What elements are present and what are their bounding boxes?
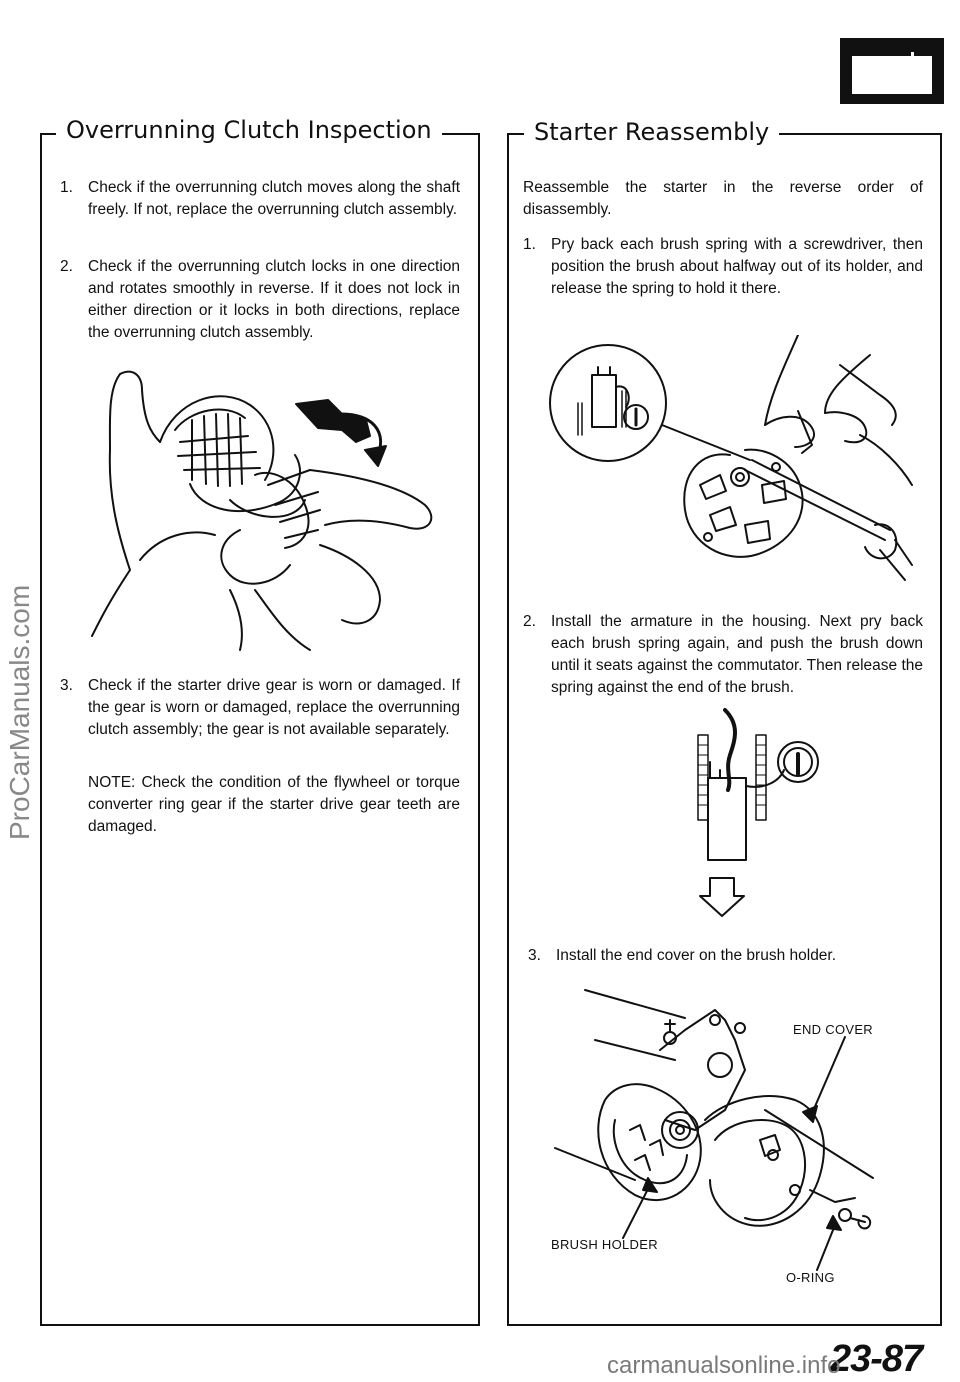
battery-minus-icon: [862, 58, 876, 61]
step-number: 1.: [60, 179, 73, 196]
step-text: Install the armature in the housing. Next pry back each brush spring again, and push the brush down until it seats against the commutator. Then release the spring against the end of the brush.: [551, 613, 923, 696]
brush-seated-illustration: [680, 700, 840, 920]
step-text: Install the end cover on the brush holder.: [556, 947, 837, 964]
step-text: Pry back each brush spring with a screwdriver, then position the brush about halfway out of its holder, and release the spring to hold it there.: [551, 236, 923, 297]
step-number: 1.: [523, 236, 536, 253]
left-step-2: [60, 256, 460, 344]
battery-plus-icon-vertical: [911, 52, 914, 66]
right-step-2: [523, 611, 923, 699]
step-text: Check if the overrunning clutch moves along the shaft freely. If not, replace the overrunning clutch assembly.: [88, 179, 460, 218]
left-note: NOTE: Check the condition of the flywheel or torque converter ring gear if the starter drive gear teeth are damaged.: [88, 774, 460, 835]
right-intro: Reassemble the starter in the reverse order of disassembly.: [523, 179, 923, 218]
end-cover-label: END COVER: [793, 1022, 873, 1037]
step-number: 2.: [523, 613, 536, 630]
step-text: Check if the starter drive gear is worn or damaged. If the gear is worn or damaged, replace the overrunning clutch assembly; the gear is not available separately.: [88, 677, 460, 738]
section-title-overrunning-clutch: Overrunning Clutch Inspection: [56, 116, 442, 144]
right-step-3: [528, 945, 923, 967]
right-step-1: [523, 234, 923, 300]
page-number: 23-87: [830, 1338, 923, 1380]
overrunning-clutch-illustration: [80, 360, 450, 660]
step-number: 3.: [60, 677, 73, 694]
o-ring-label: O-RING: [786, 1270, 835, 1285]
step-text: Check if the overrunning clutch locks in one direction and rotates smoothly in reverse. If it does not lock in either direction or it locks in both directions, replace the overrunning clutch assembly.: [88, 258, 460, 341]
brush-holder-label: BRUSH HOLDER: [551, 1237, 658, 1252]
step-number: 3.: [528, 947, 541, 964]
section-title-starter-reassembly: Starter Reassembly: [524, 118, 779, 146]
step-number: 2.: [60, 258, 73, 275]
battery-icon: [840, 38, 944, 104]
left-step-1: [60, 177, 460, 221]
watermark-side: ProCarManuals.com: [4, 584, 35, 840]
brush-spring-pry-illustration: [540, 335, 920, 600]
watermark-bottom: carmanualsonline.info: [607, 1352, 841, 1379]
left-step-3: [60, 675, 460, 741]
